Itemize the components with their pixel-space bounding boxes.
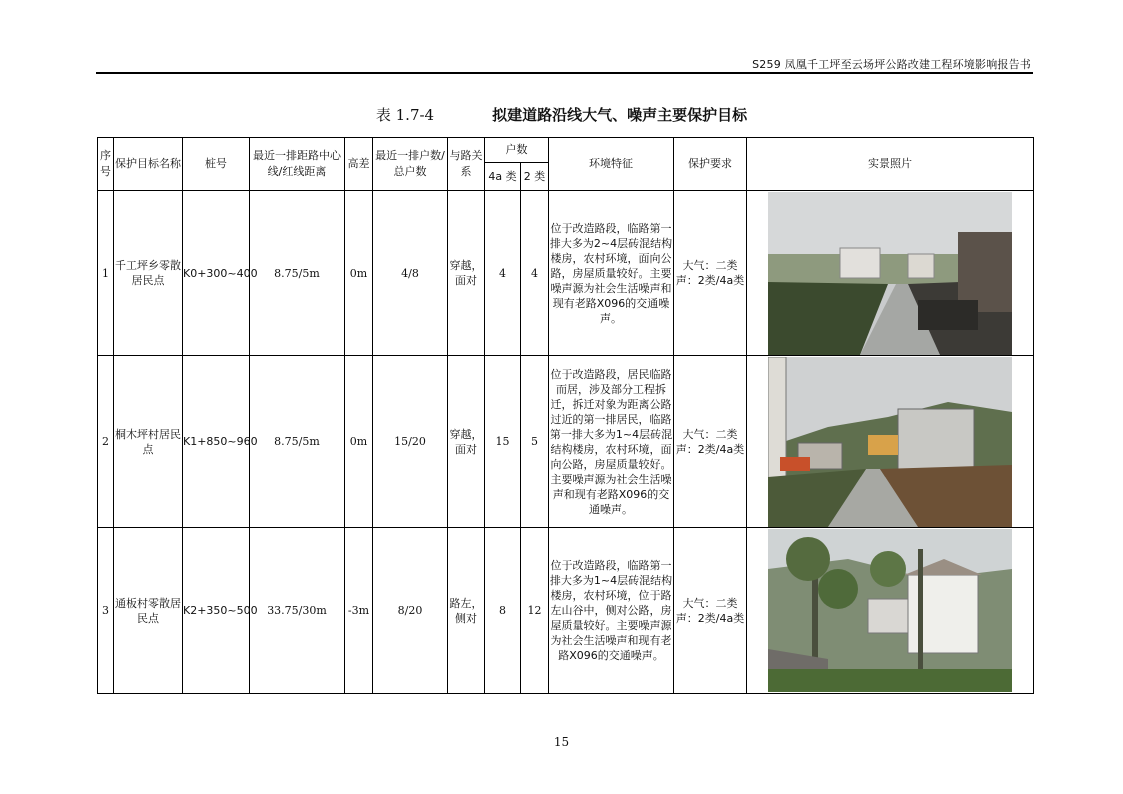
row-distance: 8.75/5m <box>250 356 345 528</box>
header-relation: 与路关系 <box>448 138 485 191</box>
row-requirement: 大气：二类声：2类/4a类 <box>674 356 747 528</box>
row-class-4a: 8 <box>485 528 521 694</box>
row-households-ratio: 8/20 <box>373 528 448 694</box>
row-target: 通板村零散居民点 <box>114 528 183 694</box>
row-relation: 穿越，面对 <box>448 356 485 528</box>
row-relation: 路左，侧对 <box>448 528 485 694</box>
header-seq: 序号 <box>98 138 114 191</box>
table-row <box>98 528 1034 694</box>
row-target: 桐木坪村居民点 <box>114 356 183 528</box>
row-class-2: 5 <box>521 356 549 528</box>
row-distance: 8.75/5m <box>250 191 345 356</box>
photo-cell <box>747 356 1034 528</box>
header-class-2: 2 类 <box>521 163 549 191</box>
header-distance: 最近一排距路中心线/红线距离 <box>250 138 345 191</box>
row-environment: 位于改造路段，居民临路而居，涉及部分工程拆迁，拆迁对象为距离公路过近的第一排居民，临路第一排大多为1~4层砖混结构楼房，农村环境，面向公路，房屋质量较好。主要噪声源为社会生活噪声和现有老路X096的交通噪声。 <box>549 356 674 528</box>
header-class-4a: 4a 类 <box>485 163 521 191</box>
site-photo-valley-houses <box>768 529 1012 692</box>
header-households: 户数 <box>485 138 549 163</box>
row-environment: 位于改造路段，临路第一排大多为2~4层砖混结构楼房，农村环境，面向公路，房屋质量较好。主要噪声源为社会生活噪声和现有老路X096的交通噪声。 <box>549 191 674 356</box>
row-station: K1+850~960 <box>183 356 250 528</box>
row-environment: 位于改造路段，临路第一排大多为1~4层砖混结构楼房，农村环境，位于路左山谷中，侧对公路，房屋质量较好。主要噪声源为社会生活噪声和现有老路X096的交通噪声。 <box>549 528 674 694</box>
table-row <box>98 356 1034 528</box>
photo-cell <box>747 191 1034 356</box>
header-photo: 实景照片 <box>747 138 1034 191</box>
header-environment: 环境特征 <box>549 138 674 191</box>
protection-targets-table <box>97 137 1034 694</box>
header-households-ratio: 最近一排户数/总户数 <box>373 138 448 191</box>
table-caption <box>0 104 1123 125</box>
row-seq: 3 <box>98 528 114 694</box>
row-height: 0m <box>345 356 373 528</box>
row-class-2: 12 <box>521 528 549 694</box>
row-class-2: 4 <box>521 191 549 356</box>
site-photo-village-houses <box>768 357 1012 527</box>
table-title: 拟建道路沿线大气、噪声主要保护目标 <box>492 106 748 124</box>
header-station: 桩号 <box>183 138 250 191</box>
row-class-4a: 15 <box>485 356 521 528</box>
photo-cell <box>747 528 1034 694</box>
row-households-ratio: 15/20 <box>373 356 448 528</box>
row-households-ratio: 4/8 <box>373 191 448 356</box>
page-number: 15 <box>553 735 570 749</box>
report-header-title: S259 凤凰千工坪至云场坪公路改建工程环境影响报告书 <box>752 58 1031 71</box>
table-number: 表 1.7-4 <box>375 106 435 124</box>
row-class-4a: 4 <box>485 191 521 356</box>
row-distance: 33.75/30m <box>250 528 345 694</box>
row-requirement: 大气：二类声：2类/4a类 <box>674 191 747 356</box>
row-height: -3m <box>345 528 373 694</box>
row-seq: 1 <box>98 191 114 356</box>
header-target: 保护目标名称 <box>114 138 183 191</box>
table-row <box>98 191 1034 356</box>
header-rule <box>96 72 1033 74</box>
row-seq: 2 <box>98 356 114 528</box>
row-station: K0+300~400 <box>183 191 250 356</box>
header-requirement: 保护要求 <box>674 138 747 191</box>
site-photo-village-road <box>768 192 1012 355</box>
header-height: 高差 <box>345 138 373 191</box>
row-relation: 穿越，面对 <box>448 191 485 356</box>
row-requirement: 大气：二类声：2类/4a类 <box>674 528 747 694</box>
row-station: K2+350~500 <box>183 528 250 694</box>
row-target: 千工坪乡零散居民点 <box>114 191 183 356</box>
row-height: 0m <box>345 191 373 356</box>
